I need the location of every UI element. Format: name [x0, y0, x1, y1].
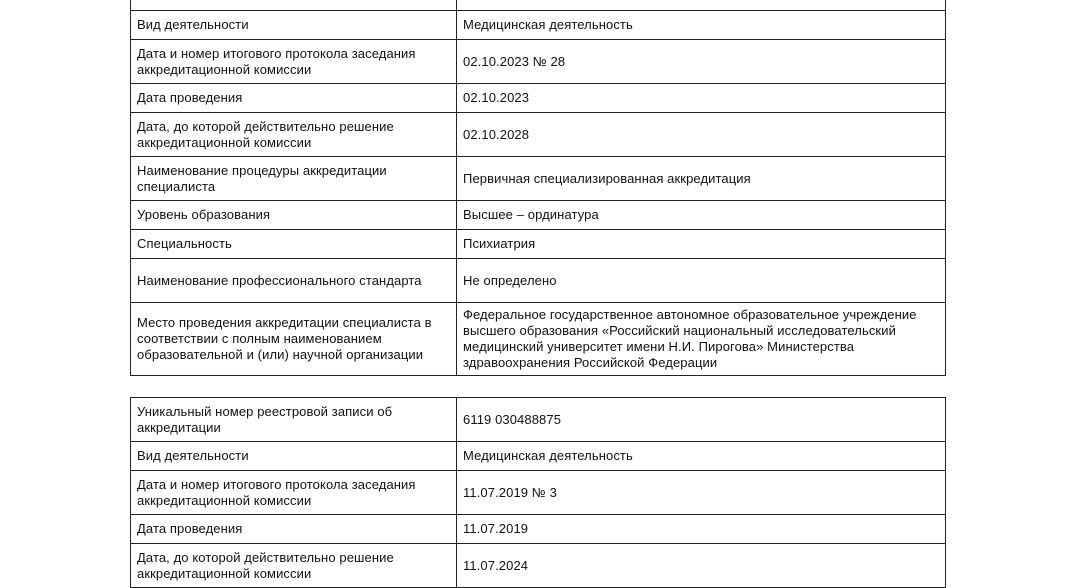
row-value-professional-standard: Не определено — [457, 259, 946, 303]
row-label-activity-type: Вид деятельности — [131, 11, 457, 40]
table-row — [131, 113, 946, 157]
table-row — [131, 303, 946, 376]
table-row — [131, 544, 946, 588]
row-label-protocol: Дата и номер итогового протокола заседания аккредитационной комиссии — [131, 471, 457, 515]
row-value-valid-until: 02.10.2028 — [457, 113, 946, 157]
table-row — [131, 442, 946, 471]
row-value-date-held: 02.10.2023 — [457, 84, 946, 113]
row-value-valid-until: 11.07.2024 — [457, 544, 946, 588]
row-label-valid-until: Дата, до которой действительно решение аккредитационной комиссии — [131, 544, 457, 588]
accreditation-record-table-2 — [130, 397, 946, 588]
table-row — [131, 11, 946, 40]
table-row — [131, 201, 946, 230]
row-label-valid-until: Дата, до которой действительно решение аккредитационной комиссии — [131, 113, 457, 157]
row-label-professional-standard: Наименование профессионального стандарта — [131, 259, 457, 303]
row-label — [131, 0, 457, 11]
row-label-activity-type: Вид деятельности — [131, 442, 457, 471]
table-row — [131, 515, 946, 544]
row-value-date-held: 11.07.2019 — [457, 515, 946, 544]
row-value-procedure: Первичная специализированная аккредитация — [457, 157, 946, 201]
row-value-activity-type: Медицинская деятельность — [457, 11, 946, 40]
table-row — [131, 398, 946, 442]
row-label-education-level: Уровень образования — [131, 201, 457, 230]
row-label-registry-number: Уникальный номер реестровой записи об аккредитации — [131, 398, 457, 442]
accreditation-record-table-1 — [130, 0, 946, 376]
table-row — [131, 230, 946, 259]
row-value-protocol: 11.07.2019 № 3 — [457, 471, 946, 515]
row-label-date-held: Дата проведения — [131, 84, 457, 113]
row-value-protocol: 02.10.2023 № 28 — [457, 40, 946, 84]
table-row — [131, 40, 946, 84]
row-value-registry-number: 6119 030488875 — [457, 398, 946, 442]
row-label-venue: Место проведения аккредитации специалиста в соответствии с полным наименованием образовательной и (или) научной организации — [131, 303, 457, 376]
table-row — [131, 157, 946, 201]
row-label-specialty: Специальность — [131, 230, 457, 259]
row-value — [457, 0, 946, 11]
row-value-education-level: Высшее – ординатура — [457, 201, 946, 230]
row-label-date-held: Дата проведения — [131, 515, 457, 544]
table-row — [131, 84, 946, 113]
row-value-specialty: Психиатрия — [457, 230, 946, 259]
table-row — [131, 259, 946, 303]
row-value-activity-type: Медицинская деятельность — [457, 442, 946, 471]
row-label-protocol: Дата и номер итогового протокола заседания аккредитационной комиссии — [131, 40, 457, 84]
table-row — [131, 471, 946, 515]
table-row — [131, 0, 946, 11]
row-value-venue: Федеральное государственное автономное образовательное учреждение высшего образования «Российский национальный исследовательский медицинский университет имени Н.И. Пирогова» Министерства здравоохранения Российской Федерации — [457, 303, 946, 376]
row-label-procedure: Наименование процедуры аккредитации специалиста — [131, 157, 457, 201]
